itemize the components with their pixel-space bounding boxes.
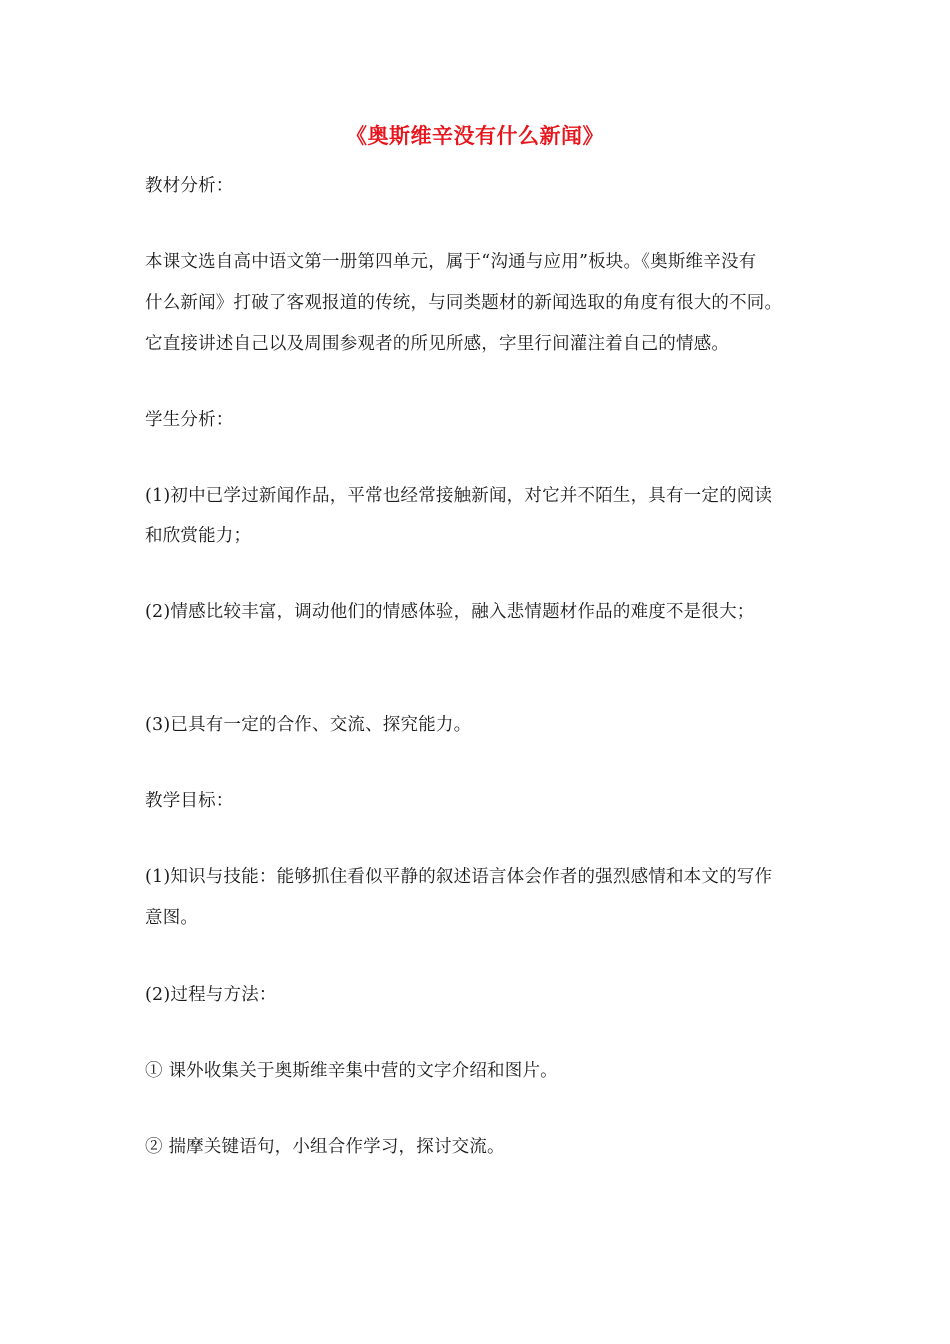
goal-2-sub-item-2: ② 揣摩关键语句，小组合作学习，探讨交流。: [145, 1137, 505, 1157]
material-analysis-heading: 教材分析：: [145, 176, 234, 196]
student-item-1-line-1: (1)初中已学过新闻作品，平常也经常接触新闻，对它并不陌生，具有一定的阅读: [145, 486, 773, 506]
goal-2-sub-item-1: ① 课外收集关于奥斯维辛集中营的文字介绍和图片。: [145, 1061, 558, 1081]
document-title: 《奥斯维辛没有什么新闻》: [346, 123, 604, 148]
goal-1-line-1: (1)知识与技能：能够抓住看似平静的叙述语言体会作者的强烈感情和本文的写作: [145, 867, 773, 887]
goal-2-heading: (2)过程与方法：: [145, 985, 277, 1005]
teaching-goals-heading: 教学目标：: [145, 791, 234, 811]
material-analysis-line-3: 它直接讲述自己以及周围参观者的所见所感，字里行间灌注着自己的情感。: [145, 334, 730, 354]
student-analysis-heading: 学生分析：: [145, 410, 234, 430]
material-analysis-line-1: 本课文选自高中语文第一册第四单元，属于“沟通与应用”板块。《奥斯维辛没有: [145, 252, 757, 272]
student-item-3: (3)已具有一定的合作、交流、探究能力。: [145, 715, 472, 735]
student-item-1-line-2: 和欣赏能力；: [145, 526, 252, 546]
material-analysis-line-2: 什么新闻》打破了客观报道的传统，与同类题材的新闻选取的角度有很大的不同。: [145, 293, 783, 313]
goal-1-line-2: 意图。: [145, 908, 199, 928]
student-item-2: (2)情感比较丰富，调动他们的情感体验，融入悲情题材作品的难度不是很大；: [145, 602, 755, 622]
